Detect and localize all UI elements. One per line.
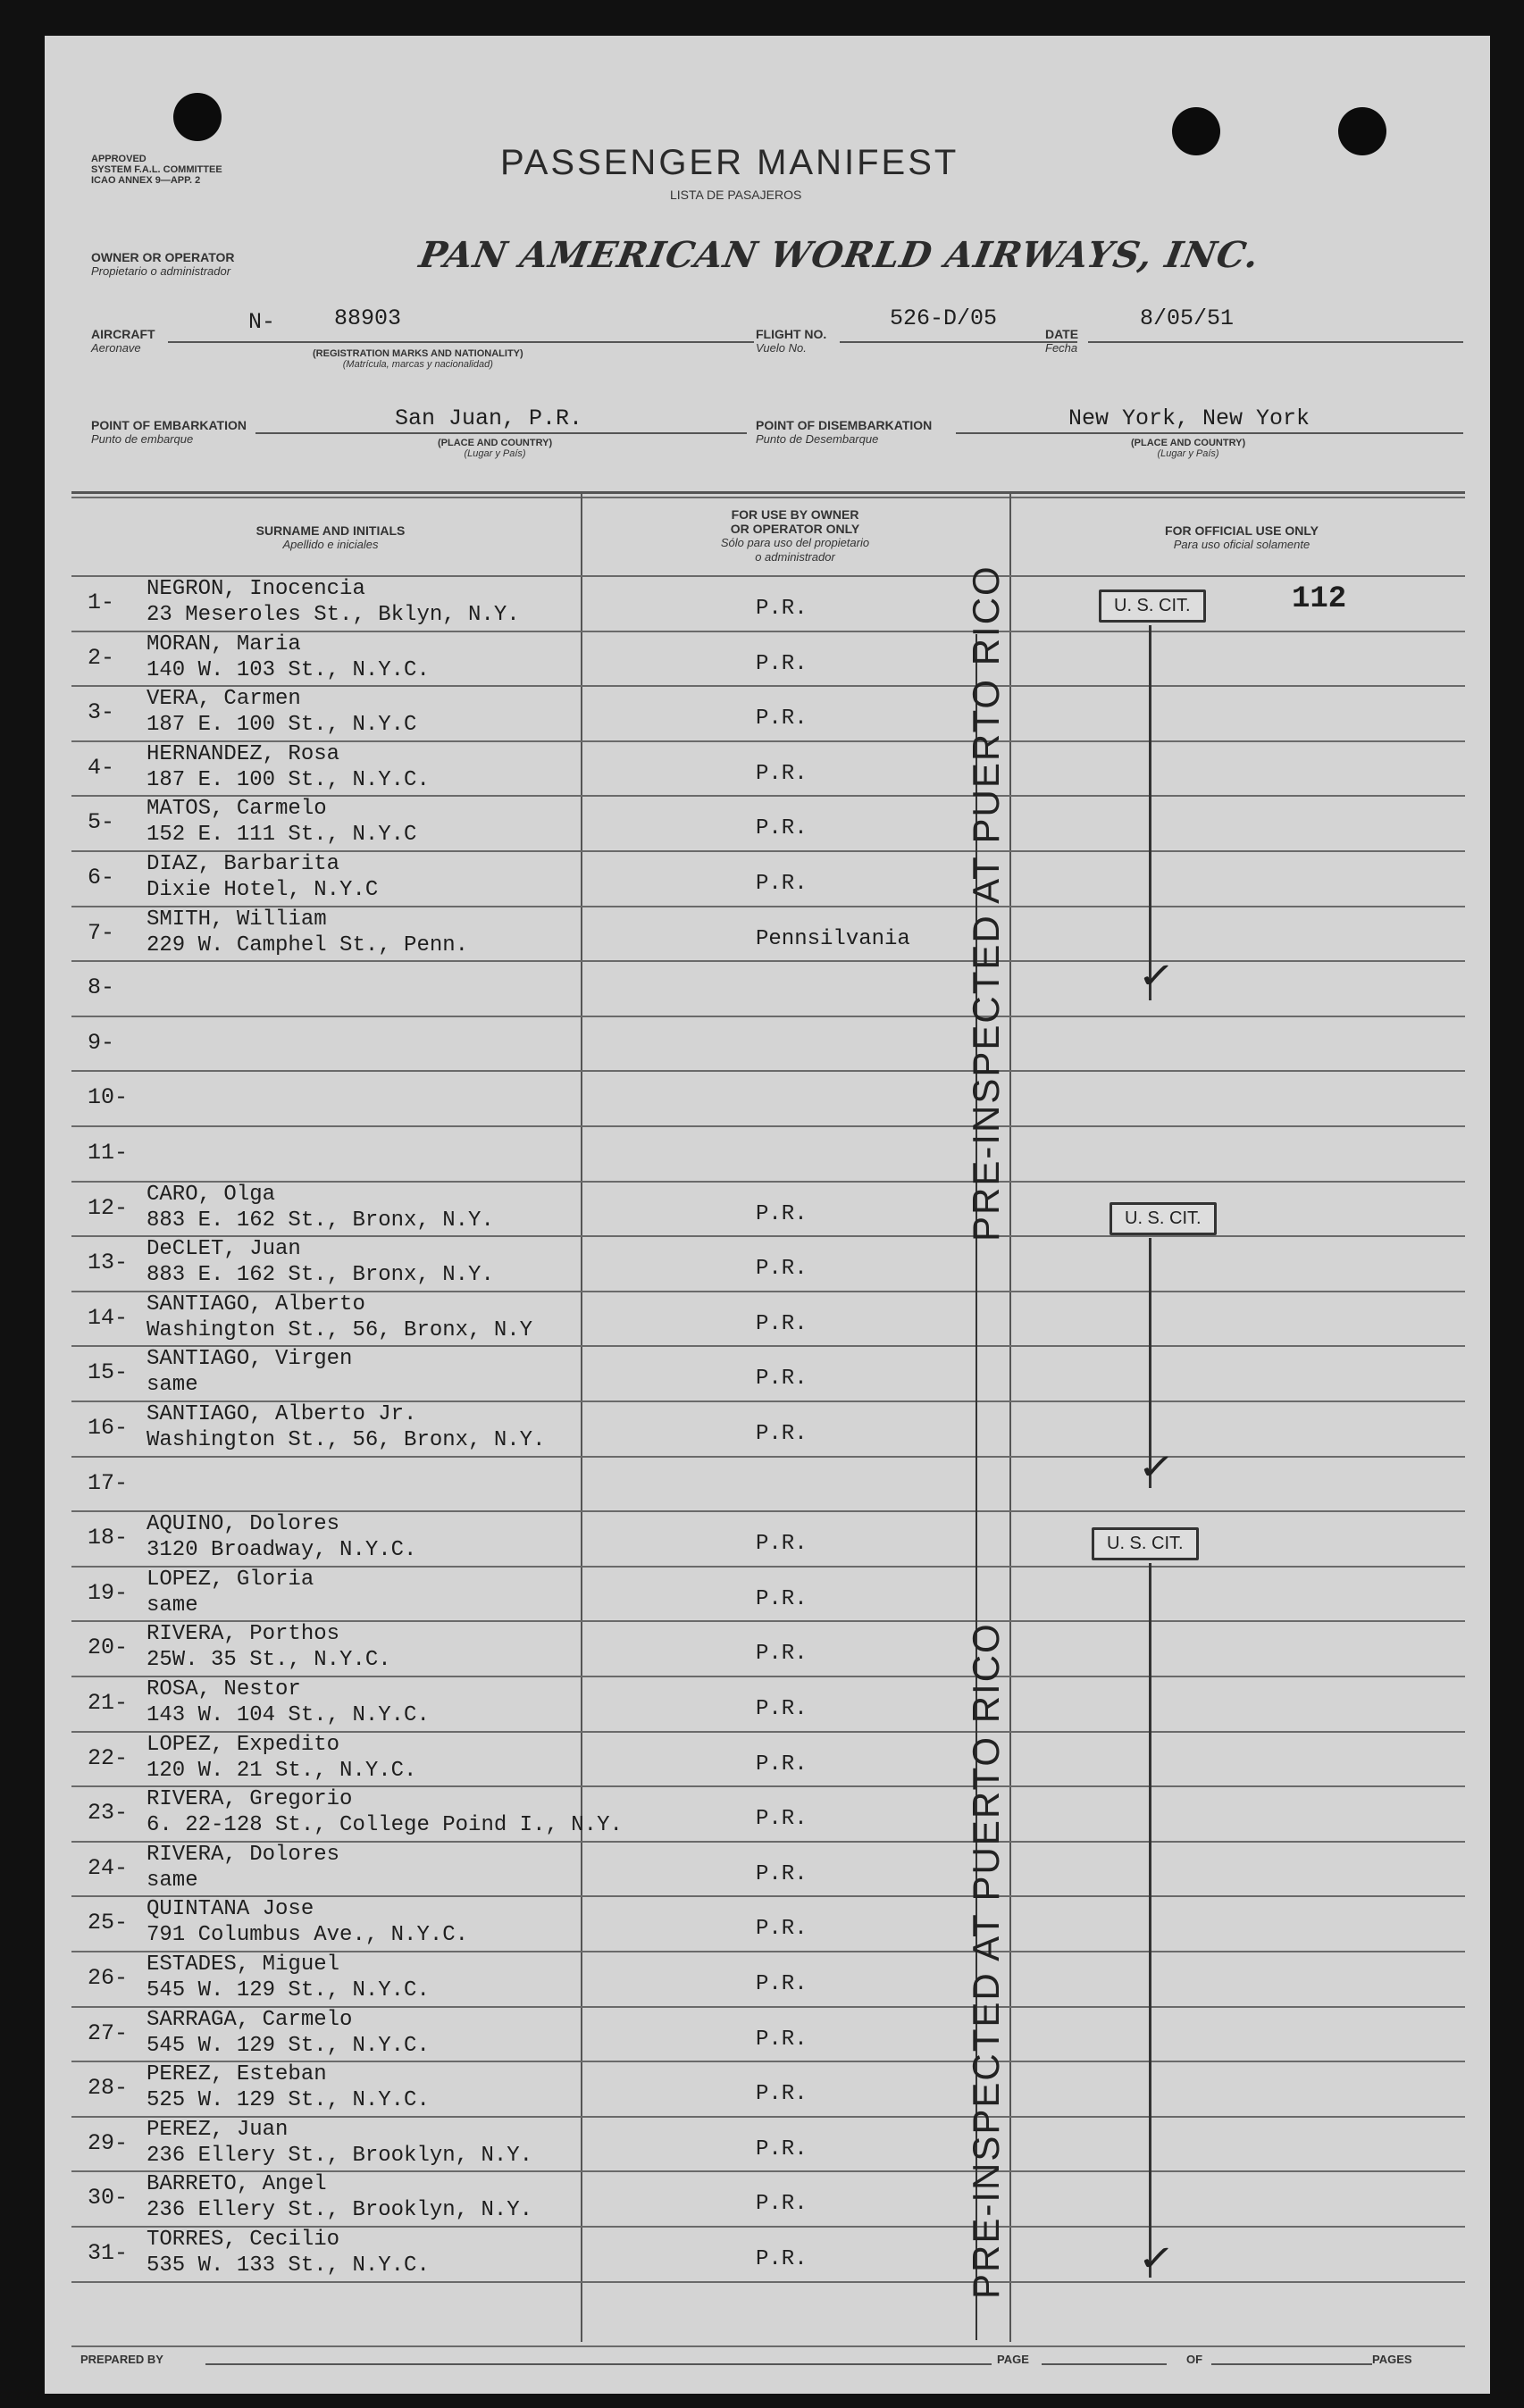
origin-code: P.R. — [756, 761, 808, 786]
page-title: PASSENGER MANIFEST — [500, 143, 959, 182]
flight-label-en: FLIGHT NO. — [756, 327, 827, 341]
origin-code: Pennsilvania — [756, 926, 910, 951]
passenger-name: RIVERA, Gregorio — [147, 1787, 353, 1812]
embark-label-es: Punto de embarque — [91, 432, 194, 446]
count-number: 112 — [1292, 582, 1347, 616]
aircraft-label-es: Aeronave — [91, 341, 141, 355]
punch-hole — [1338, 107, 1386, 155]
row-number: 5- — [88, 809, 115, 836]
check-mark-icon: ✓ — [1136, 1448, 1176, 1487]
row-divider — [71, 1181, 1465, 1183]
origin-code: P.R. — [756, 1532, 808, 1557]
row-number: 25- — [88, 1910, 129, 1936]
owner-label — [91, 250, 235, 278]
passenger-name: DeCLET, Juan — [147, 1237, 301, 1262]
approval-line: ICAO ANNEX 9—APP. 2 — [91, 175, 201, 186]
passenger-name: BARRETO, Angel — [147, 2172, 327, 2197]
row-number: 16- — [88, 1415, 129, 1441]
row-number: 17- — [88, 1469, 129, 1496]
row-number: 6- — [88, 865, 115, 890]
origin-code: P.R. — [756, 1697, 808, 1721]
origin-code: P.R. — [756, 1807, 808, 1832]
passenger-name: MORAN, Maria — [147, 631, 301, 656]
origin-code: P.R. — [756, 2192, 808, 2217]
row-number: 19- — [88, 1579, 129, 1606]
passenger-name: SMITH, William — [147, 907, 327, 932]
registration-note-es: (Matrícula, marcas y nacionalidad) — [342, 359, 493, 370]
punch-hole — [173, 93, 222, 141]
row-number: 7- — [88, 919, 115, 946]
row-number: 31- — [88, 2240, 129, 2266]
embark-label-en: POINT OF EMBARKATION — [91, 418, 247, 432]
disembark-label — [756, 418, 932, 446]
page-label: PAGE — [997, 2353, 1029, 2366]
passenger-name: TORRES, Cecilio — [147, 2228, 340, 2252]
passenger-address: same — [147, 1373, 198, 1398]
passenger-address: Washington St., 56, Bronx, N.Y. — [147, 1428, 546, 1452]
row-number: 30- — [88, 2185, 129, 2212]
origin-code: P.R. — [756, 1752, 808, 1777]
passenger-address: same — [147, 1868, 198, 1893]
of-label: OF — [1186, 2353, 1203, 2366]
origin-code: P.R. — [756, 597, 808, 621]
passenger-address: 187 E. 100 St., N.Y.C. — [147, 767, 430, 792]
passenger-address: 3120 Broadway, N.Y.C. — [147, 1538, 417, 1563]
col-surname-en: SURNAME AND INITIALS — [255, 523, 406, 538]
aircraft-label-en: AIRCRAFT — [91, 327, 155, 341]
origin-code: P.R. — [756, 872, 808, 896]
passenger-name: ROSA, Nestor — [147, 1677, 301, 1701]
passenger-name: QUINTANA Jose — [147, 1897, 314, 1922]
place-note-es: (Lugar y País) — [464, 448, 526, 459]
col-owner-line: FOR USE BY OWNER — [731, 507, 859, 522]
origin-code: P.R. — [756, 1917, 808, 1942]
row-number: 10- — [88, 1084, 129, 1111]
row-number: 11- — [88, 1140, 129, 1166]
passenger-address: 883 E. 162 St., Bronx, N.Y. — [147, 1208, 494, 1233]
aircraft-label — [91, 327, 155, 355]
col-owner-es-line: o administrador — [755, 550, 835, 564]
origin-code: P.R. — [756, 1257, 808, 1282]
passenger-address: Dixie Hotel, N.Y.C — [147, 878, 379, 902]
disembark-label-es: Punto de Desembarque — [756, 432, 879, 446]
passenger-address: same — [147, 1593, 198, 1618]
passenger-name: MATOS, Carmelo — [147, 797, 327, 822]
col-official-es: Para uso oficial solamente — [1173, 538, 1310, 551]
flight-number: 526-D/05 — [890, 305, 998, 331]
col-owner-es-line: Sólo para uso del propietario — [720, 536, 870, 549]
passenger-address: 25W. 35 St., N.Y.C. — [147, 1648, 391, 1673]
origin-code: P.R. — [756, 1586, 808, 1611]
passenger-address: 23 Meseroles St., Bklyn, N.Y. — [147, 603, 520, 627]
passenger-address: Washington St., 56, Bronx, N.Y — [147, 1317, 533, 1342]
aircraft-prefix: N- — [248, 309, 276, 335]
disembark-value: New York, New York — [1068, 406, 1310, 431]
registration-note — [313, 348, 523, 370]
passenger-address: 791 Columbus Ave., N.Y.C. — [147, 1923, 469, 1948]
citizen-stamp: U. S. CIT. — [1110, 1202, 1217, 1235]
row-divider — [71, 960, 1465, 962]
pages-label: PAGES — [1372, 2353, 1412, 2366]
origin-code: P.R. — [756, 2027, 808, 2052]
place-note-en: (PLACE AND COUNTRY) — [1131, 438, 1246, 448]
passenger-address: 525 W. 129 St., N.Y.C. — [147, 2088, 430, 2113]
passenger-name: SANTIAGO, Alberto Jr. — [147, 1402, 417, 1426]
registration-note-en: (REGISTRATION MARKS AND NATIONALITY) — [313, 348, 523, 359]
passenger-address: 120 W. 21 St., N.Y.C. — [147, 1758, 417, 1783]
owner-label-en: OWNER OR OPERATOR — [91, 250, 235, 264]
row-number: 29- — [88, 2129, 129, 2156]
embark-label — [91, 418, 247, 446]
row-number: 14- — [88, 1304, 129, 1331]
origin-code: P.R. — [756, 707, 808, 732]
origin-code: P.R. — [756, 2082, 808, 2107]
passenger-name: DIAZ, Barbarita — [147, 852, 340, 876]
passenger-name: VERA, Carmen — [147, 687, 301, 712]
passenger-address: 236 Ellery St., Brooklyn, N.Y. — [147, 2143, 533, 2168]
passenger-name: CARO, Olga — [147, 1182, 276, 1207]
date-label-en: DATE — [1045, 327, 1079, 341]
passenger-address: 535 W. 133 St., N.Y.C. — [147, 2253, 430, 2278]
row-number: 28- — [88, 2075, 129, 2102]
airline-name: PAN AMERICAN WORLD AIRWAYS, INC. — [415, 234, 1263, 276]
place-note-es: (Lugar y País) — [1157, 448, 1219, 459]
row-number: 3- — [88, 699, 115, 726]
disembark-place-note — [1131, 438, 1245, 459]
check-mark-icon: ✓ — [1136, 2239, 1176, 2278]
passenger-address: 152 E. 111 St., N.Y.C — [147, 823, 417, 848]
preinspected-stamp: PRE-INSPECTED AT PUERTO RICO — [965, 564, 1007, 1242]
col-official-en: FOR OFFICIAL USE ONLY — [1165, 523, 1319, 538]
origin-code: P.R. — [756, 1422, 808, 1446]
origin-code: P.R. — [756, 1367, 808, 1392]
origin-code: P.R. — [756, 816, 808, 841]
embark-value: San Juan, P.R. — [395, 406, 583, 431]
passenger-address: 883 E. 162 St., Bronx, N.Y. — [147, 1263, 494, 1288]
row-number: 23- — [88, 1800, 129, 1827]
row-divider — [71, 1016, 1465, 1017]
origin-code: P.R. — [756, 1311, 808, 1336]
citizen-stamp: U. S. CIT. — [1099, 589, 1206, 623]
page-subtitle: LISTA DE PASAJEROS — [670, 188, 802, 202]
passenger-address: 545 W. 129 St., N.Y.C. — [147, 1978, 430, 2002]
passenger-name: SARRAGA, Carmelo — [147, 2007, 353, 2032]
passenger-name: LOPEZ, Gloria — [147, 1567, 314, 1592]
col-header-surname — [152, 523, 509, 552]
passenger-name: HERNANDEZ, Rosa — [147, 741, 340, 766]
row-number: 24- — [88, 1854, 129, 1881]
passenger-address: 143 W. 104 St., N.Y.C. — [147, 1703, 430, 1727]
flight-label-es: Vuelo No. — [756, 341, 807, 355]
passenger-address: 6. 22-128 St., College Poind I., N.Y. — [147, 1813, 623, 1838]
origin-code: P.R. — [756, 1861, 808, 1886]
col-header-official — [1045, 523, 1438, 552]
passenger-name: RIVERA, Dolores — [147, 1842, 340, 1867]
approval-line: APPROVED — [91, 154, 147, 164]
row-number: 8- — [88, 974, 115, 1001]
passenger-address: 236 Ellery St., Brooklyn, N.Y. — [147, 2198, 533, 2223]
row-number: 20- — [88, 1635, 129, 1661]
row-number: 9- — [88, 1029, 115, 1056]
passenger-name: AQUINO, Dolores — [147, 1512, 340, 1537]
passenger-name: PEREZ, Esteban — [147, 2062, 327, 2087]
owner-label-es: Propietario o administrador — [91, 264, 231, 278]
manifest-sheet — [45, 36, 1490, 2394]
passenger-name: ESTADES, Miguel — [147, 1952, 340, 1977]
origin-code: P.R. — [756, 2247, 808, 2271]
prepared-by-label: PREPARED BY — [80, 2353, 163, 2366]
row-number: 26- — [88, 1965, 129, 1991]
row-number: 2- — [88, 644, 115, 671]
origin-code: P.R. — [756, 2136, 808, 2161]
row-number: 18- — [88, 1525, 129, 1551]
row-number: 4- — [88, 754, 115, 781]
aircraft-number: 88903 — [334, 305, 402, 331]
row-number: 21- — [88, 1690, 129, 1716]
check-mark-icon: ✓ — [1136, 957, 1176, 996]
preinspected-stamp: PRE-INSPECTED AT PUERTO RICO — [965, 1622, 1007, 2299]
passenger-address: 229 W. Camphel St., Penn. — [147, 932, 469, 957]
passenger-name: NEGRON, Inocencia — [147, 577, 365, 601]
approval-note — [91, 154, 222, 186]
origin-code: P.R. — [756, 651, 808, 676]
citizen-stamp: U. S. CIT. — [1092, 1527, 1199, 1560]
embark-place-note — [438, 438, 552, 459]
col-owner-line: OR OPERATOR ONLY — [730, 522, 860, 536]
passenger-address: 140 W. 103 St., N.Y.C. — [147, 657, 430, 682]
origin-code: P.R. — [756, 1642, 808, 1667]
passenger-name: SANTIAGO, Virgen — [147, 1347, 353, 1372]
row-number: 13- — [88, 1250, 129, 1276]
origin-code: P.R. — [756, 1201, 808, 1226]
approval-line: SYSTEM F.A.L. COMMITTEE — [91, 164, 222, 175]
date-label-es: Fecha — [1045, 341, 1078, 355]
passenger-name: LOPEZ, Expedito — [147, 1732, 340, 1757]
row-divider — [71, 1456, 1465, 1458]
place-note-en: (PLACE AND COUNTRY) — [438, 438, 553, 448]
punch-hole — [1172, 107, 1220, 155]
col-surname-es: Apellido e iniciales — [282, 538, 379, 551]
row-divider — [71, 2281, 1465, 2283]
row-number: 22- — [88, 1744, 129, 1771]
row-divider — [71, 1125, 1465, 1127]
disembark-label-en: POINT OF DISEMBARKATION — [756, 418, 933, 432]
origin-code: P.R. — [756, 1972, 808, 1996]
col-header-owner-use — [607, 507, 983, 564]
date-label — [1045, 327, 1078, 355]
passenger-name: PEREZ, Juan — [147, 2117, 289, 2142]
flight-label — [756, 327, 826, 355]
row-number: 15- — [88, 1359, 129, 1386]
passenger-name: RIVERA, Porthos — [147, 1622, 340, 1647]
passenger-name: SANTIAGO, Alberto — [147, 1292, 365, 1317]
row-divider — [71, 1070, 1465, 1072]
passenger-address: 545 W. 129 St., N.Y.C. — [147, 2033, 430, 2058]
flight-date: 8/05/51 — [1140, 305, 1235, 331]
passenger-address: 187 E. 100 St., N.Y.C — [147, 713, 417, 738]
row-number: 1- — [88, 589, 115, 615]
row-number: 27- — [88, 2019, 129, 2046]
row-number: 12- — [88, 1194, 129, 1221]
